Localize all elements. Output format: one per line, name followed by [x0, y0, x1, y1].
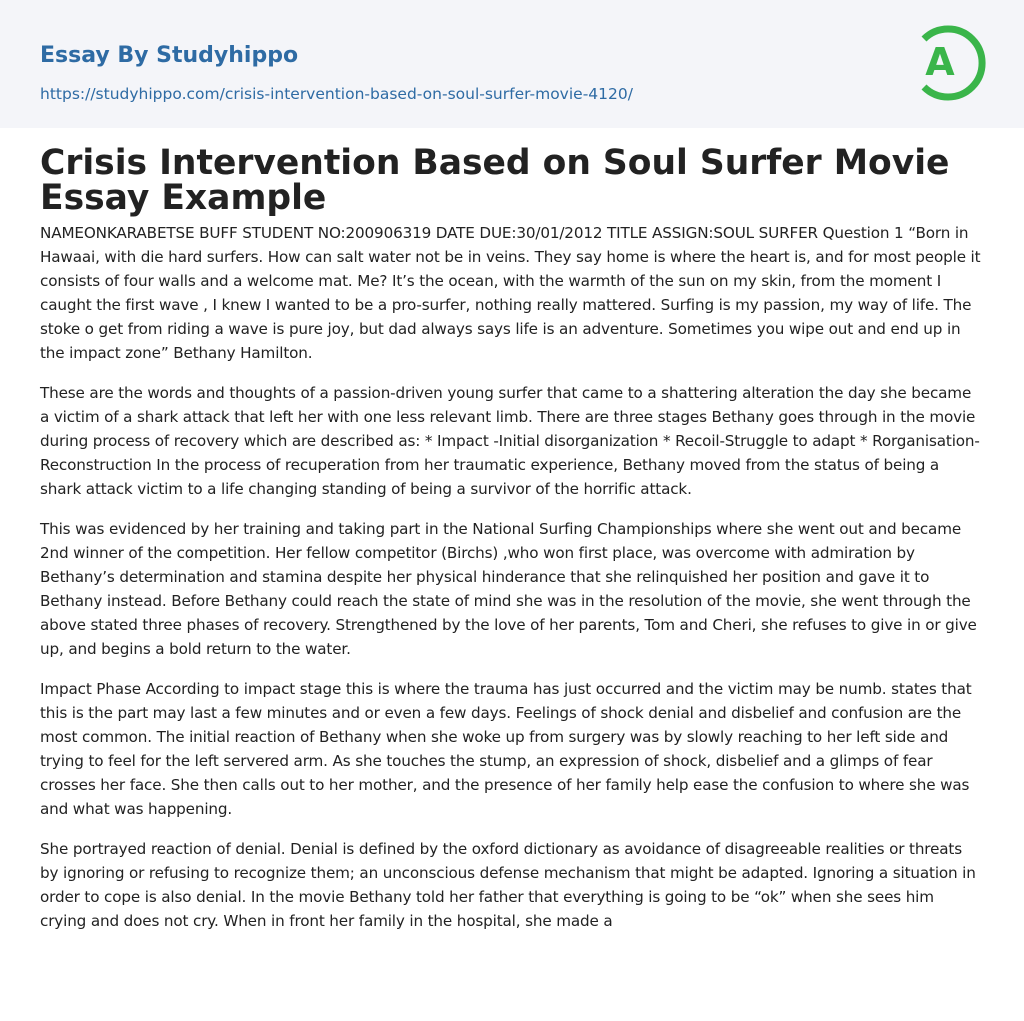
- essay-paragraph-4: Impact Phase According to impact stage this is where the trauma has just occurred and the victim may be numb. states that this is the part may last a few minutes and or even a few days. Feelings of shock denial and disbelief and confusion are the most common. The initial reaction of Bethany when she woke up from surgery was by slowly reaching to her left side and trying to feel for the left servered arm. As she touches the stump, an expression of shock, disbelief and a glimps of fear crosses her face. She then calls out to her mother, and the presence of her family help ease the confusion to where she was and what was happening.: [40, 680, 972, 818]
- site-header: [0, 0, 1024, 128]
- essay-paragraph-3: This was evidenced by her training and taking part in the National Surfing Championships where she went out and became 2nd winner of the competition. Her fellow competitor (Birchs) ,who won first place, was overcome with admiration by Bethany’s determination and stamina despite her physical hinderance that she relinquished her position and gave it to Bethany instead. Before Bethany could reach the state of mind she was in the resolution of the movie, she went through the above stated three phases of recovery. Strengthened by the love of her parents, Tom and Cheri, she refuses to give in or give up, and begins a bold return to the water.: [40, 520, 977, 658]
- article: [40, 143, 984, 949]
- studyhippo-logo-icon[interactable]: [912, 19, 988, 107]
- site-brand[interactable]: Essay By Studyhippo: [40, 43, 299, 68]
- essay-url-link[interactable]: https://studyhippo.com/crisis-intervention-based-on-soul-surfer-movie-4120/: [40, 85, 633, 103]
- logo-letter: A: [925, 40, 955, 84]
- essay-paragraph-2: These are the words and thoughts of a passion-driven young surfer that came to a shattering alteration the day she became a victim of a shark attack that left her with one less relevant limb. There are three stages Bethany goes through in the movie during process of recovery which are described as: * Impact -Initial disorganization * Recoil-Struggle to adapt * Rorganisation-Reconstruction In the process of recuperation from her traumatic experience, Bethany moved from the status of being a shark attack victim to a life changing standing of being a survivor of the horrific attack.: [40, 384, 980, 498]
- page-title: Crisis Intervention Based on Soul Surfer Movie Essay Example: [40, 143, 950, 218]
- essay-paragraph-1: NAMEONKARABETSE BUFF STUDENT NO:200906319 DATE DUE:30/01/2012 TITLE ASSIGN:SOUL SURFER Question 1 “Born in Hawaai, with die hard surfers. How can salt water not be in veins. They say home is where the heart is, and for most people it consists of four walls and a welcome mat. Me? It’s the ocean, with the warmth of the sun on my skin, from the moment I caught the first wave , I knew I wanted to be a pro-surfer, nothing really mattered. Surfing is my passion, my way of life. The stoke o get from riding a wave is pure joy, but dad always says life is an adventure. Sometimes you wipe out and end up in the impact zone” Bethany Hamilton.: [40, 224, 981, 362]
- essay-paragraph-5: She portrayed reaction of denial. Denial is defined by the oxford dictionary as avoidance of disagreeable realities or threats by ignoring or refusing to recognize them; an unconscious defense mechanism that might be adapted. Ignoring a situation in order to cope is also denial. In the movie Bethany told her father that everything is going to be “ok” when she sees him crying and does not cry. When in front her family in the hospital, she made a: [40, 840, 976, 930]
